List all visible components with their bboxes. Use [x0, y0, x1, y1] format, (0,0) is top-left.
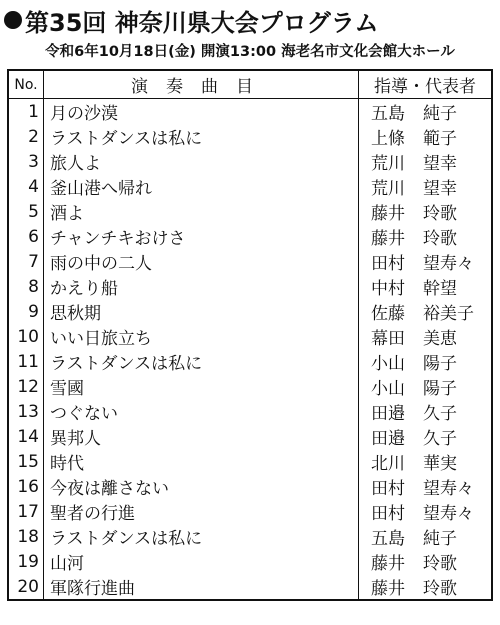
leader-given-name: 裕美子 — [423, 304, 474, 324]
table-row — [8, 349, 492, 374]
table-row — [8, 374, 492, 399]
leader-name — [359, 149, 493, 174]
song-title: 今夜は離さない — [44, 474, 359, 499]
leader-surname: 藤井 — [371, 204, 405, 224]
song-title: 時代 — [44, 449, 359, 474]
leader-given-name: 望寿々 — [423, 504, 474, 524]
leader-name — [359, 499, 493, 524]
song-title: 雪國 — [44, 374, 359, 399]
leader-surname: 北川 — [371, 454, 405, 474]
table-row — [8, 149, 492, 174]
row-number: 3 — [28, 151, 39, 172]
leader-given-name: 望幸 — [423, 154, 457, 174]
leader-given-name: 望幸 — [423, 179, 457, 199]
table-row — [8, 399, 492, 424]
leader-surname: 幕田 — [371, 329, 405, 349]
program-title-text: 第35回 神奈川県大会プログラム — [25, 8, 379, 37]
table-row — [8, 224, 492, 249]
row-number: 13 — [17, 401, 39, 422]
table-row — [8, 174, 492, 199]
leader-name — [359, 99, 493, 125]
row-number: 7 — [28, 251, 39, 272]
program-table — [7, 69, 493, 601]
leader-name — [359, 274, 493, 299]
row-number: 16 — [17, 476, 39, 497]
leader-given-name: 純子 — [423, 529, 457, 549]
song-title: 軍隊行進曲 — [44, 574, 359, 600]
row-number: 19 — [17, 551, 39, 572]
leader-surname: 荒川 — [371, 154, 405, 174]
column-header-no: No. — [8, 70, 44, 99]
leader-name — [359, 299, 493, 324]
leader-name — [359, 549, 493, 574]
table-row — [8, 199, 492, 224]
row-number: 11 — [17, 351, 39, 372]
song-title: ラストダンスは私に — [44, 124, 359, 149]
song-title: 旅人よ — [44, 149, 359, 174]
leader-surname: 小山 — [371, 354, 405, 374]
leader-surname: 小山 — [371, 379, 405, 399]
leader-surname: 中村 — [371, 279, 405, 299]
leader-surname: 藤井 — [371, 579, 405, 599]
row-number: 12 — [17, 376, 39, 397]
leader-name — [359, 524, 493, 549]
leader-name — [359, 574, 493, 600]
song-title: 月の沙漠 — [44, 99, 359, 125]
event-info: 令和6年10月18日(金) 開演13:00 海老名市文化会館大ホール — [45, 44, 455, 60]
leader-name — [359, 174, 493, 199]
leader-surname: 田邉 — [371, 429, 405, 449]
song-title: 酒よ — [44, 199, 359, 224]
row-number: 1 — [28, 101, 39, 122]
leader-name — [359, 224, 493, 249]
column-header-leader: 指導・代表者 — [359, 70, 493, 99]
leader-given-name: 望寿々 — [423, 254, 474, 274]
leader-name — [359, 424, 493, 449]
song-title: かえり船 — [44, 274, 359, 299]
leader-surname: 田村 — [371, 254, 405, 274]
leader-given-name: 玲歌 — [423, 204, 457, 224]
leader-name — [359, 249, 493, 274]
row-number: 9 — [28, 301, 39, 322]
leader-name — [359, 349, 493, 374]
row-number: 14 — [17, 426, 39, 447]
table-row — [8, 249, 492, 274]
row-number: 5 — [28, 201, 39, 222]
song-title: ラストダンスは私に — [44, 524, 359, 549]
row-number: 6 — [28, 226, 39, 247]
song-title: チャンチキおけさ — [44, 224, 359, 249]
song-title: 山河 — [44, 549, 359, 574]
table-row — [8, 574, 492, 600]
row-number: 2 — [28, 126, 39, 147]
leader-surname: 田村 — [371, 479, 405, 499]
leader-surname: 佐藤 — [371, 304, 405, 324]
leader-surname: 田邉 — [371, 404, 405, 424]
song-title: 異邦人 — [44, 424, 359, 449]
leader-given-name: 陽子 — [423, 379, 457, 399]
song-title: いい日旅立ち — [44, 324, 359, 349]
row-number: 20 — [17, 576, 39, 597]
song-title: 思秋期 — [44, 299, 359, 324]
leader-given-name: 玲歌 — [423, 554, 457, 574]
leader-given-name: 華実 — [423, 454, 457, 474]
row-number: 4 — [28, 176, 39, 197]
leader-surname: 田村 — [371, 504, 405, 524]
leader-name — [359, 474, 493, 499]
leader-given-name: 久子 — [423, 429, 457, 449]
leader-name — [359, 399, 493, 424]
leader-name — [359, 124, 493, 149]
table-row — [8, 524, 492, 549]
leader-given-name: 久子 — [423, 404, 457, 424]
leader-surname: 藤井 — [371, 554, 405, 574]
leader-given-name: 範子 — [423, 129, 457, 149]
song-title: 雨の中の二人 — [44, 249, 359, 274]
table-row — [8, 124, 492, 149]
table-row — [8, 549, 492, 574]
leader-surname: 藤井 — [371, 229, 405, 249]
leader-given-name: 幹望 — [423, 279, 457, 299]
row-number: 15 — [17, 451, 39, 472]
leader-given-name: 純子 — [423, 104, 457, 124]
table-row — [8, 424, 492, 449]
column-header-title: 演奏曲目 — [44, 70, 359, 99]
row-number: 17 — [17, 501, 39, 522]
table-row — [8, 324, 492, 349]
song-title: 釜山港へ帰れ — [44, 174, 359, 199]
bullet-icon — [4, 11, 22, 29]
leader-surname: 五島 — [371, 529, 405, 549]
leader-name — [359, 449, 493, 474]
table-header-row — [8, 70, 492, 99]
row-number: 10 — [17, 326, 39, 347]
song-title: つぐない — [44, 399, 359, 424]
table-row — [8, 449, 492, 474]
leader-given-name: 望寿々 — [423, 479, 474, 499]
leader-surname: 上條 — [371, 129, 405, 149]
leader-surname: 五島 — [371, 104, 405, 124]
table-row — [8, 99, 492, 125]
table-row — [8, 499, 492, 524]
leader-name — [359, 199, 493, 224]
song-title: 聖者の行進 — [44, 499, 359, 524]
row-number: 8 — [28, 276, 39, 297]
leader-surname: 荒川 — [371, 179, 405, 199]
table-row — [8, 274, 492, 299]
song-title: ラストダンスは私に — [44, 349, 359, 374]
leader-name — [359, 374, 493, 399]
leader-given-name: 玲歌 — [423, 579, 457, 599]
leader-given-name: 玲歌 — [423, 229, 457, 249]
table-row — [8, 299, 492, 324]
leader-name — [359, 324, 493, 349]
leader-given-name: 陽子 — [423, 354, 457, 374]
program-title — [4, 2, 379, 38]
row-number: 18 — [17, 526, 39, 547]
table-row — [8, 474, 492, 499]
leader-given-name: 美恵 — [423, 329, 457, 349]
